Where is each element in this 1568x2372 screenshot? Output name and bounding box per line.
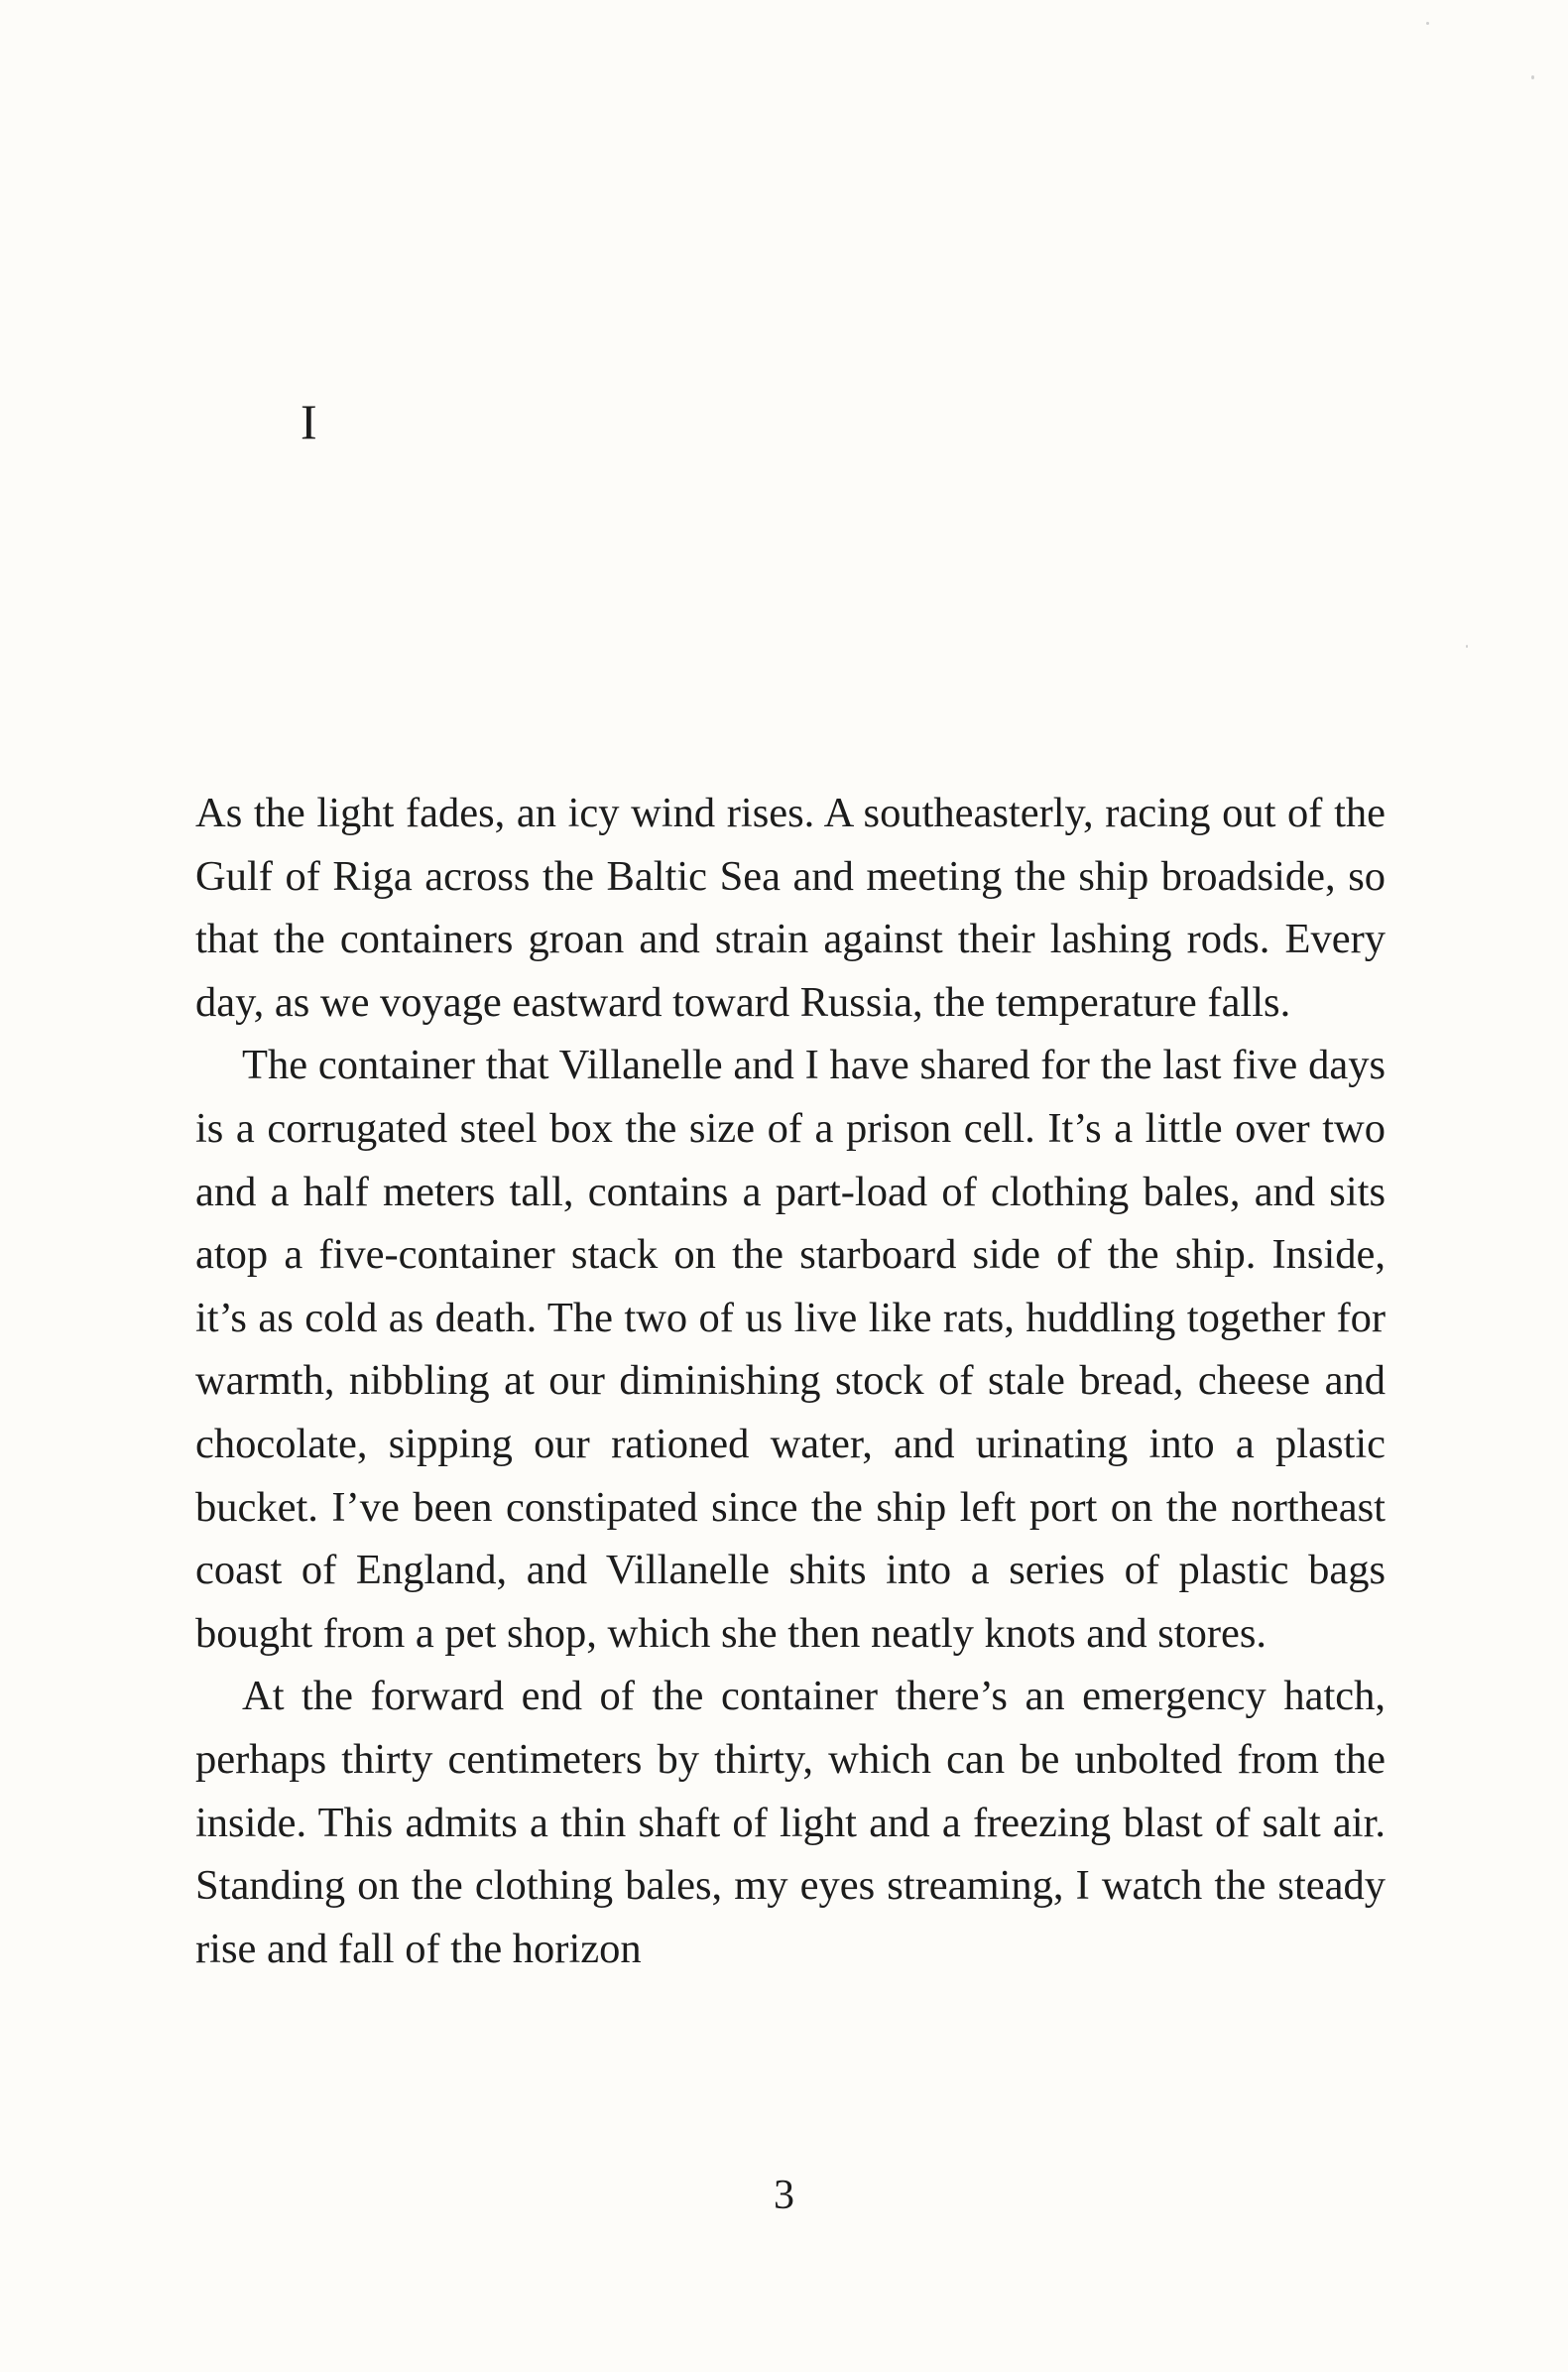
scan-speck: [1426, 22, 1429, 25]
paragraph-1: As the light fades, an icy wind rises. A southeasterly, racing out of the Gulf of Riga across the Baltic Sea and meeting the ship broadside, so that the containers groan and strain against their lashing rods. Every day, as we voyage eastward toward Russia, the temperature falls.: [195, 790, 1386, 1026]
scan-speck: [1531, 75, 1534, 79]
scan-speck: [1466, 645, 1468, 648]
body-text: [195, 782, 1386, 1980]
paragraph-2: The container that Villanelle and I have shared for the last five days is a corrugated steel box the size of a prison cell. It’s a little over two and a half meters tall, contains a part-load of clothing bales, and sits atop a five-container stack on the starboard side of the ship. Inside, it’s as cold as death. The two of us live like rats, huddling together for warmth, nibbling at our diminishing stock of stale bread, cheese and chocolate, sipping our rationed water, and urinating into a plastic bucket. I’ve been constipated since the ship left port on the northeast coast of England, and Villanelle shits into a series of plastic bags bought from a pet shop, which she then neatly knots and stores.: [195, 1042, 1386, 1657]
paragraph-3: At the forward end of the container there’s an emergency hatch, perhaps thirty centimeters by thirty, which can be unbolted from the inside. This admits a thin shaft of light and a freezing blast of salt air. Standing on the clothing bales, my eyes streaming, I watch the steady rise and fall of the horizon: [195, 1673, 1386, 1972]
page-number: 3: [774, 2173, 794, 2218]
chapter-number: I: [301, 394, 319, 449]
